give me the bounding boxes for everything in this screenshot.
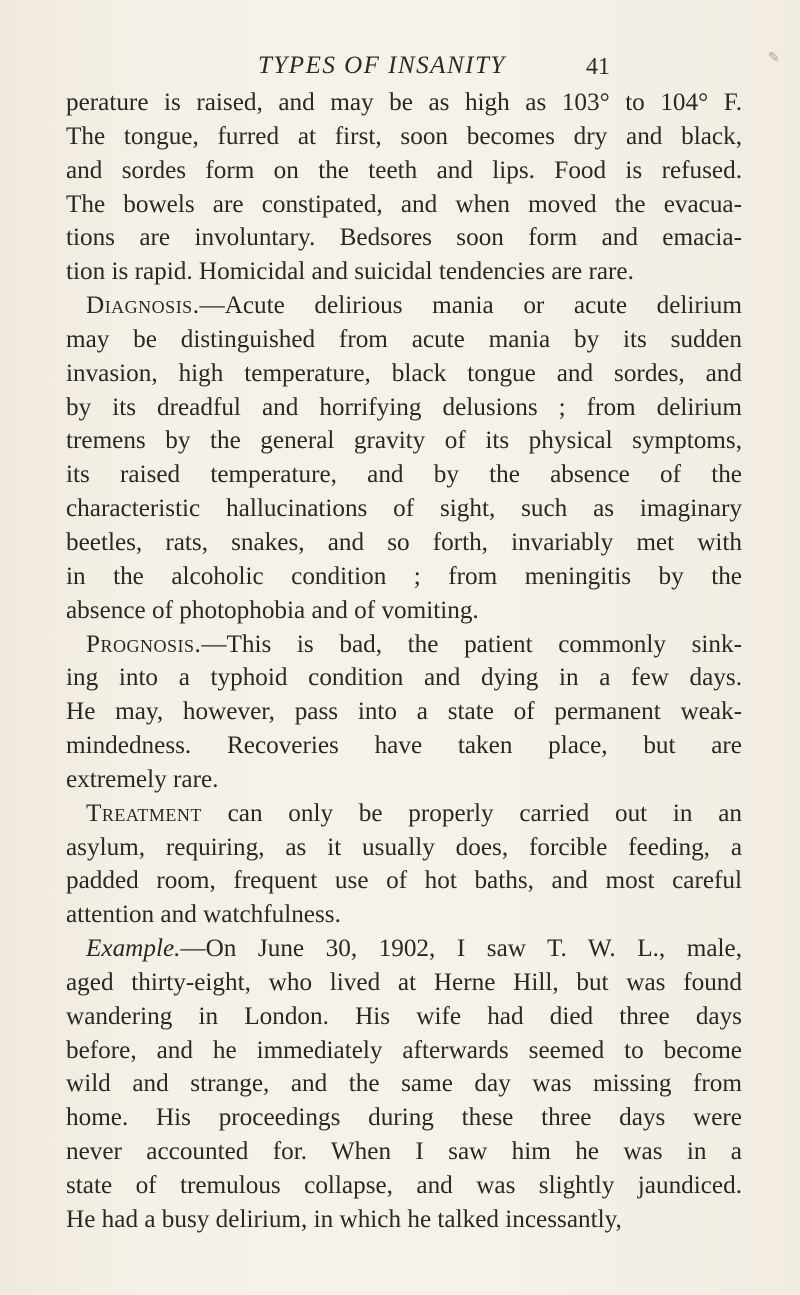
- line-text: by its dreadful and horrifying delusions ; from delirium: [66, 393, 742, 421]
- line-text: tions are involuntary. Bedsores soon form and emacia-: [66, 224, 742, 252]
- text-line: [66, 289, 742, 323]
- text-line: [66, 560, 742, 594]
- text-line: [66, 1135, 742, 1169]
- line-text: The bowels are constipated, and when moved the evacua-: [66, 190, 742, 218]
- text-line: [66, 594, 742, 628]
- section-heading: Prognosis.: [86, 630, 202, 658]
- text-line: [66, 932, 742, 966]
- line-text: home. His proceedings during these three days were: [66, 1104, 742, 1132]
- text-line: [66, 1203, 742, 1237]
- line-text: —Acute delirious mania or acute delirium: [199, 292, 742, 320]
- line-text: extremely rare.: [66, 765, 219, 793]
- text-line: [66, 357, 742, 391]
- text-line: [66, 797, 742, 831]
- section-heading: Treatment: [86, 799, 202, 827]
- text-line: [66, 1034, 742, 1068]
- line-text: absence of photophobia and of vomiting.: [66, 596, 479, 624]
- text-line: [66, 221, 742, 255]
- line-text: perature is raised, and may be as high as 103° to 104° F.: [66, 89, 742, 116]
- line-text: He had a busy delirium, in which he talked incessantly,: [66, 1205, 622, 1233]
- text-line: [66, 661, 742, 695]
- text-line: [66, 1000, 742, 1034]
- line-text: wandering in London. His wife had died three days: [66, 1002, 742, 1030]
- line-text: He may, however, pass into a state of permanent weak-: [66, 698, 742, 726]
- text-line: [66, 628, 742, 662]
- text-line: [66, 1101, 742, 1135]
- line-text: never accounted for. When I saw him he was in a: [66, 1138, 742, 1166]
- page-header: [0, 52, 800, 82]
- text-line: [66, 831, 742, 865]
- line-text: wild and strange, and the same day was missing from: [66, 1070, 742, 1098]
- text-line: [66, 966, 742, 1000]
- text-line: [66, 255, 742, 289]
- text-line: [66, 1169, 742, 1203]
- line-text: The tongue, furred at first, soon becomes dry and black,: [66, 122, 742, 150]
- line-text: state of tremulous collapse, and was slightly jaundiced.: [66, 1172, 742, 1199]
- line-text: in the alcoholic condition ; from meningitis by the: [66, 562, 742, 590]
- line-text: ing into a typhoid condition and dying in a few days.: [66, 664, 742, 692]
- text-line: [66, 154, 742, 188]
- text-line: [66, 695, 742, 729]
- line-text: characteristic hallucinations of sight, such as imaginary: [66, 495, 742, 523]
- line-text: tremens by the general gravity of its physical symptoms,: [66, 427, 742, 455]
- page-number: 41: [586, 54, 610, 80]
- text-line: [66, 86, 742, 120]
- line-text: and sordes form on the teeth and lips. Food is refused.: [66, 156, 742, 184]
- text-line: [66, 526, 742, 560]
- text-line: [66, 424, 742, 458]
- text-line: [66, 864, 742, 898]
- text-line: [66, 391, 742, 425]
- line-text: padded room, frequent use of hot baths, and most careful: [66, 867, 742, 895]
- line-text: asylum, requiring, as it usually does, forcible feeding, a: [66, 833, 742, 861]
- text-line: [66, 188, 742, 222]
- text-line: [66, 120, 742, 154]
- text-line: [66, 729, 742, 763]
- line-text: invasion, high temperature, black tongue and sordes, and: [66, 359, 742, 387]
- text-line: [66, 492, 742, 526]
- corner-mark-icon: ✎: [768, 50, 780, 66]
- line-text: may be distinguished from acute mania by its sudden: [66, 325, 742, 353]
- line-text: —On June 30, 1902, I saw T. W. L., male,: [180, 935, 742, 963]
- line-text: mindedness. Recoveries have taken place, but are: [66, 732, 742, 760]
- text-line: [66, 1067, 742, 1101]
- line-text: tion is rapid. Homicidal and suicidal tendencies are rare.: [66, 258, 634, 286]
- text-line: [66, 323, 742, 357]
- line-text: attention and watchfulness.: [66, 901, 341, 929]
- line-text: can only be properly carried out in an: [201, 799, 742, 827]
- section-heading: Diagnosis.: [86, 292, 200, 320]
- example-label: Example.: [86, 935, 181, 963]
- text-line: [66, 458, 742, 492]
- line-text: before, and he immediately afterwards seemed to become: [66, 1036, 742, 1064]
- body-text: [66, 86, 742, 1237]
- line-text: —This is bad, the patient commonly sink-: [201, 630, 742, 658]
- line-text: beetles, rats, snakes, and so forth, invariably met with: [66, 528, 742, 556]
- line-text: its raised temperature, and by the absence of the: [66, 461, 742, 489]
- line-text: aged thirty-eight, who lived at Herne Hill, but was found: [66, 968, 742, 996]
- text-line: [66, 763, 742, 797]
- text-line: [66, 898, 742, 932]
- running-title: TYPES OF INSANITY: [258, 52, 506, 79]
